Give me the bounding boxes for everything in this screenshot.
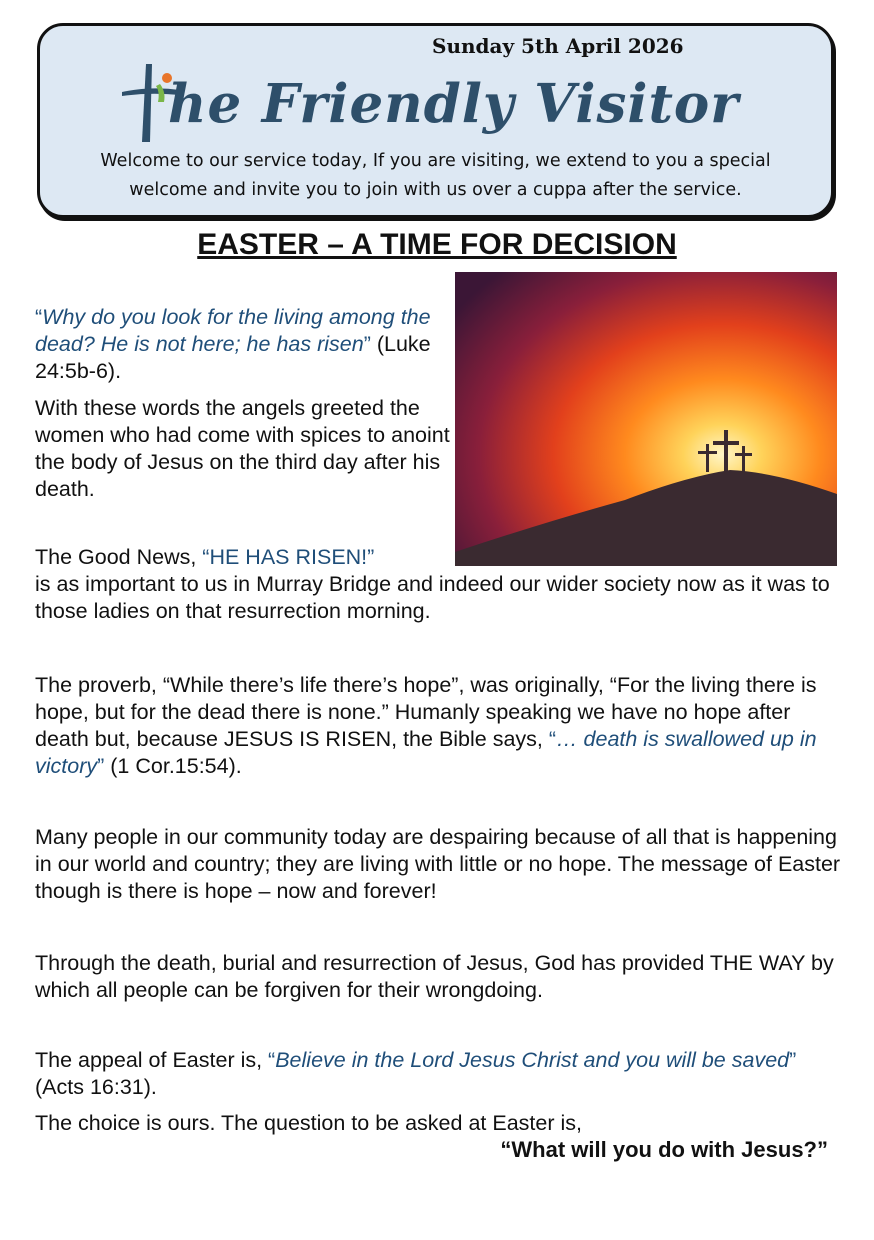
paragraph-3: The Good News, “HE HAS RISEN!” is as important to us in Murray Bridge and indeed our wider society now as it was to those ladies on that resurrection morning. [35,545,830,623]
corinthians-quote: … death is swallowed up in victory [35,727,817,778]
paragraph-7: The appeal of Easter is, “Believe in the Lord Jesus Christ and you will be saved” (Acts 16:31). [35,1048,797,1099]
he-has-risen-quote: “HE HAS RISEN!” [202,545,375,569]
paragraph-6: Through the death, burial and resurrection of Jesus, God has provided THE WAY by which all people can be forgiven for their wrongdoing. [35,951,834,1002]
newsletter-title: he Friendly Visitor [168,73,740,135]
article-headline: EASTER – A TIME FOR DECISION [197,228,677,261]
crosses-sunset-image [455,272,837,566]
issue-date: Sunday 5th April 2026 [432,34,684,58]
welcome-line-2: welcome and invite you to join with us over a cuppa after the service. [129,180,742,200]
paragraph-4: The proverb, “While there’s life there’s hope”, was originally, “For the living there is hope, but for the dead there is none.” Humanly speaking we have no hope after death but, because JESUS IS RISEN, the Bible says, “… death is swallowed up in victory” (1 Cor.15:54). [35,673,817,778]
paragraph-2: With these words the angels greeted the women who had come with spices to anoint the body of Jesus on the third day after his death. [35,396,450,501]
acts-reference: (Acts 16:31). [35,1075,157,1099]
luke-reference: (Luke 24:5b-6). [35,332,431,383]
acts-quote: Believe in the Lord Jesus Christ and you will be saved [275,1048,790,1072]
paragraph-5: Many people in our community today are despairing because of all that is happening in our world and country; they are living with little or no hope. The message of Easter though is there is hope – now and forever! [35,825,841,903]
welcome-message [66,147,805,205]
corinthians-reference: (1 Cor.15:54). [104,754,242,778]
paragraph-8: The choice is ours. The question to be asked at Easter is, [35,1111,582,1135]
final-question: “What will you do with Jesus?” [500,1137,828,1162]
welcome-line-1: Welcome to our service today, If you are visiting, we extend to you a special [100,151,771,171]
luke-quote: Why do you look for the living among the dead? He is not here; he has risen [35,305,431,356]
paragraph-1: “Why do you look for the living among the dead? He is not here; he has risen” (Luke 24:5b-6). [35,305,431,383]
masthead-box [37,23,834,218]
